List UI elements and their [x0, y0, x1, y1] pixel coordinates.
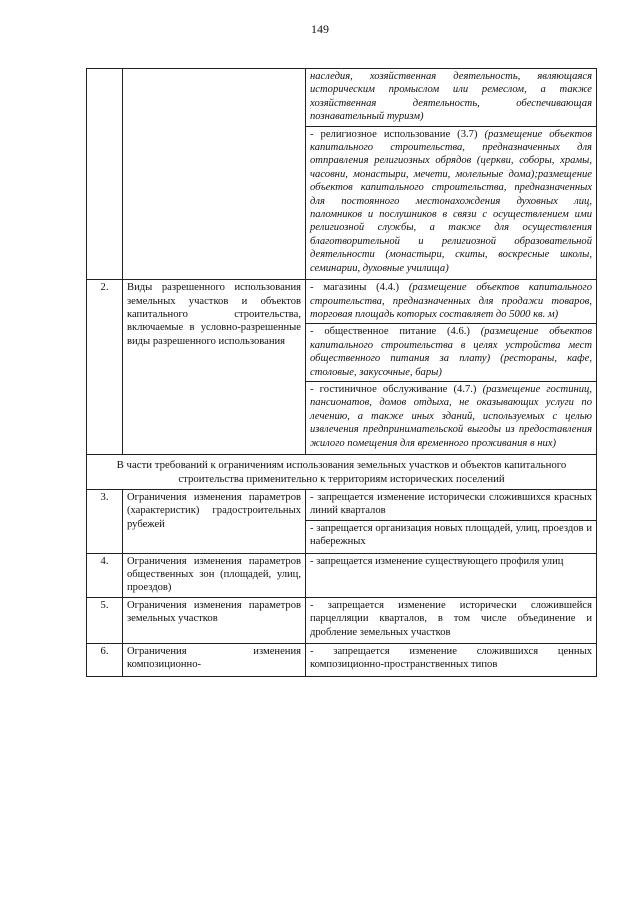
entry-text: - запрещается изменение исторически сложившихся красных линий кварталов: [310, 491, 592, 517]
entry-divider: [306, 520, 596, 521]
requirement-entry: [310, 522, 592, 549]
requirement-entry: [310, 70, 592, 124]
entry-text: - запрещается изменение исторически сложившейся парцелляции кварталов, в том числе объединение и дробление земельных участков: [310, 599, 592, 638]
entry-divider: [306, 381, 596, 382]
entry-text: - запрещается изменение сложившихся ценных композиционно-пространственных типов: [310, 646, 592, 671]
entry-italic-text: (размещение объектов капитального строительства, предназначенных для отправления религиозных обрядов (церкви, соборы, храмы, часовни, монастыри, мечети, молельные дома);размещение объектов капитального строительства, предназначенных для постоянного местонахождения духовных лиц, паломников и послушников в связи с осуществлением ими религиозной службы, а также для осуществления благотворительной и религиозной образовательной деятельности (монастыри, скиты, воскресные школы, семинарии, духовные училища): [310, 128, 592, 274]
entry-divider: [306, 323, 596, 324]
entry-text: - гостиничное обслуживание (4.7.): [310, 383, 483, 395]
row-requirements: [306, 553, 597, 597]
row-description: Ограничения изменения композиционно-: [123, 644, 306, 677]
page-number: 149: [311, 22, 329, 36]
requirement-entry: [310, 383, 592, 450]
requirement-entry: [310, 128, 592, 275]
entry-divider: [306, 126, 596, 127]
row-number: [87, 69, 123, 280]
row-requirements: [306, 280, 597, 455]
row-description: [123, 69, 306, 280]
row-number: 2.: [87, 280, 123, 455]
entry-italic-text: (размещение объектов капитального строительства в целях устройства мест общественного питания за плату) (рестораны, кафе, столовые, закусочные, бары): [310, 326, 592, 378]
requirement-entry: [310, 281, 592, 321]
requirement-entry: [310, 555, 592, 568]
regulations-table: [86, 68, 597, 677]
row-requirements: [306, 597, 597, 643]
table-row: [87, 489, 597, 553]
entry-text: - общественное питание (4.6.): [310, 326, 481, 338]
section-header-row: [87, 454, 597, 489]
row-number: 6.: [87, 644, 123, 677]
table-row: [87, 69, 597, 280]
row-number: 5.: [87, 597, 123, 643]
requirement-entry: [310, 645, 592, 672]
entry-text: - магазины (4.4.): [310, 282, 409, 294]
row-description: Ограничения изменения параметров (характеристик) градостроительных рубежей: [123, 489, 306, 553]
entry-italic-text: (размещение объектов капитального строительства, предназначенных для продажи товаров, торговая площадь которых составляет до 5000 кв. м): [310, 282, 592, 320]
table-row: [87, 553, 597, 597]
row-number: 4.: [87, 553, 123, 597]
entry-text: - запрещается организация новых площадей, улиц, проездов и набережных: [310, 522, 592, 548]
entry-italic-text: (размещение гостиниц, пансионатов, домов отдыха, не оказывающих услуги по лечению, а также иных зданий, используемых с целью извлечения предпринимательской выгоды из предоставления жилого помещения для временного проживания в них): [310, 383, 592, 449]
row-description: Ограничения изменения параметров земельных участков: [123, 597, 306, 643]
table-row: [87, 597, 597, 643]
row-requirements: [306, 69, 597, 280]
row-number: 3.: [87, 489, 123, 553]
table-row: [87, 644, 597, 677]
row-requirements: [306, 644, 597, 677]
requirement-entry: [310, 325, 592, 379]
row-description: Ограничения изменения параметров общественных зон (площадей, улиц, проездов): [123, 553, 306, 597]
requirement-entry: [310, 491, 592, 518]
entry-text: - религиозное использование (3.7): [310, 128, 485, 140]
section-header: В части требований к ограничениям использования земельных участков и объектов капитального строительства применительно к территориям исторических поселений: [87, 454, 597, 489]
row-requirements: [306, 489, 597, 553]
requirement-entry: [310, 599, 592, 639]
entry-text: - запрещается изменение существующего профиля улиц: [310, 555, 564, 567]
entry-italic-text: наследия, хозяйственная деятельность, являющаяся историческим промыслом или ремеслом, а также хозяйственная деятельность, обеспечивающая познавательный туризм): [310, 71, 592, 123]
row-description: Виды разрешенного использования земельных участков и объектов капитального строительства, включаемые в условно-разрешенные виды разрешенного использования: [123, 280, 306, 455]
table-row: [87, 280, 597, 455]
